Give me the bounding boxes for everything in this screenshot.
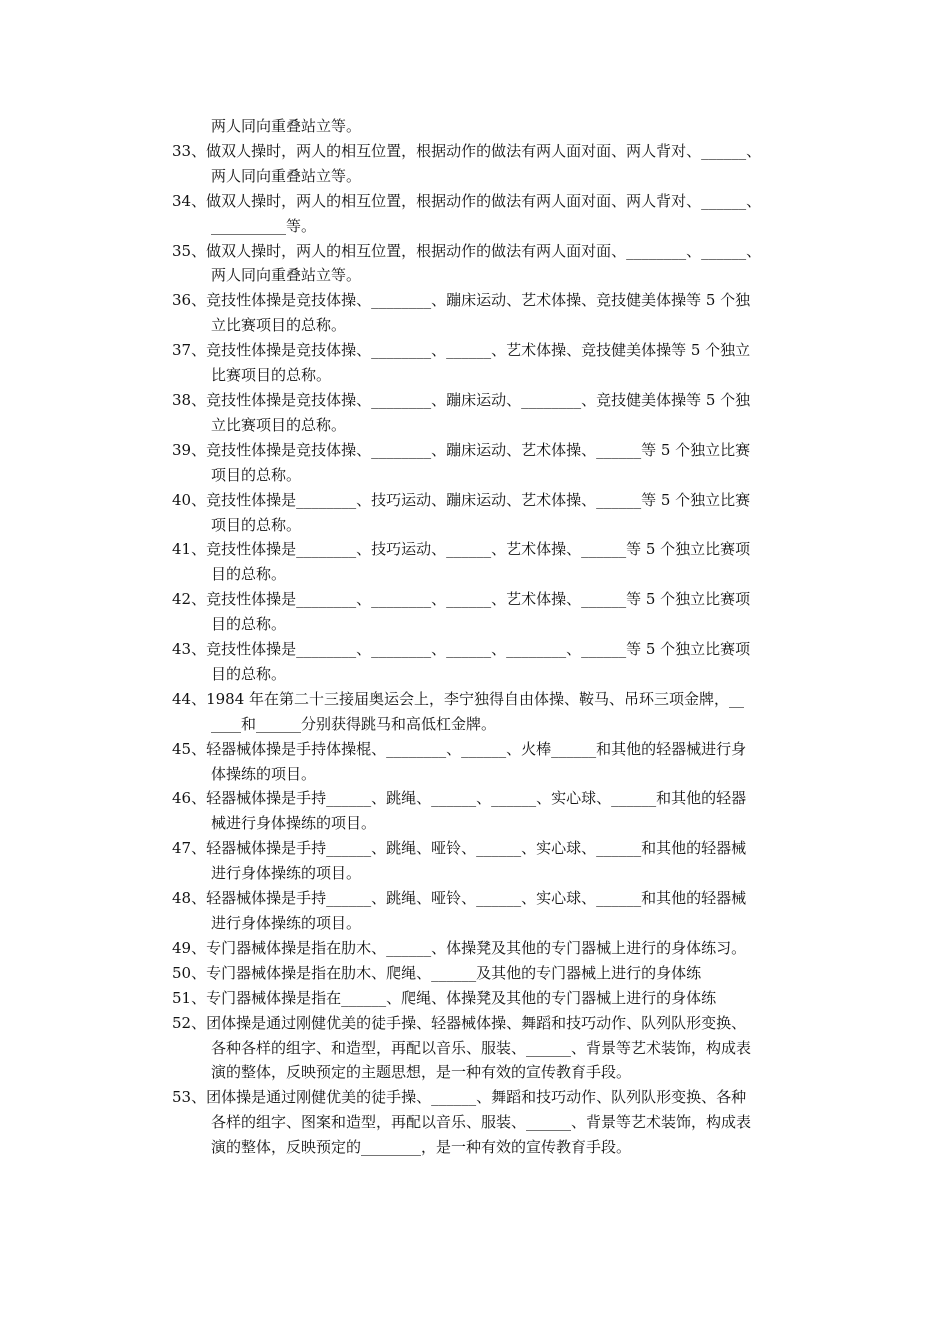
question-text-continuation: 两人同向重叠站立等。 [211, 166, 362, 185]
question-text-continuation: 立比赛项目的总称。 [211, 415, 347, 434]
question-item [172, 1011, 812, 1086]
question-text: 43、竞技性体操是________、________、______、________、______等 5 个独立比赛项 [172, 640, 751, 659]
question-item [172, 438, 812, 488]
question-text-continuation: 进行身体操练的项目。 [211, 914, 362, 932]
question-text: 47、轻器械体操是手持______、跳绳、哑铃、______、实心球、______和其他的轻器械 [172, 839, 747, 858]
question-item [172, 1085, 812, 1160]
question-text: 37、竞技性体操是竞技体操、________、______、艺术体操、竞技健美体操等 5 个独立 [172, 341, 751, 360]
question-text: 53、团体操是通过刚健优美的徒手操、______、舞蹈和技巧动作、队列队形变换、各种 [172, 1088, 747, 1107]
question-text-continuation: 立比赛项目的总称。 [211, 316, 347, 335]
question-text-continuation: 各样的组字、图案和造型，再配以音乐、服装、______、背景等艺术装饰，构成表 [211, 1113, 752, 1132]
question-text: 45、轻器械体操是手持体操棍、________、______、火棒______和其他的轻器械进行身 [172, 739, 747, 758]
question-text-continuation: 项目的总称。 [211, 515, 302, 534]
question-text-continuation: 项目的总称。 [211, 465, 302, 484]
question-text-continuation: 两人同向重叠站立等。 [211, 266, 362, 285]
question-text: 39、竞技性体操是竞技体操、________、蹦床运动、艺术体操、______等 5 个独立比赛 [172, 440, 751, 459]
question-text-continuation: ____和______分别获得跳马和高低杠金牌。 [211, 714, 497, 733]
question-item [172, 737, 812, 787]
question-item [172, 936, 812, 961]
question-item [172, 288, 812, 338]
question-text: 34、做双人操时，两人的相互位置，根据动作的做法有两人面对面、两人背对、______、 [172, 191, 762, 210]
question-text-continuation: 进行身体操练的项目。 [211, 864, 362, 883]
question-text-continuation: 各种各样的组字、和造型，再配以音乐、服装、______、背景等艺术装饰，构成表 [211, 1038, 752, 1057]
question-text: 52、团体操是通过刚健优美的徒手操、轻器械体操、舞蹈和技巧动作、队列队形变换、 [172, 1013, 747, 1032]
question-text: 51、专门器械体操是指在______、爬绳、体操凳及其他的专门器械上进行的身体练 [172, 988, 717, 1007]
question-text-continuation: 械进行身体操练的项目。 [211, 814, 377, 833]
question-item [172, 338, 812, 388]
question-item [172, 587, 812, 637]
question-text: 36、竞技性体操是竞技体操、________、蹦床运动、艺术体操、竞技健美体操等 5 个独 [172, 291, 751, 310]
question-text-continuation: 体操练的项目。 [211, 764, 317, 783]
question-text-continuation: 目的总称。 [211, 615, 287, 634]
question-text: 48、轻器械体操是手持______、跳绳、哑铃、______、实心球、______和其他的轻器械 [172, 889, 747, 908]
question-item [172, 388, 812, 438]
question-item [172, 139, 812, 189]
question-text-continuation: 目的总称。 [211, 565, 287, 584]
question-text-continuation: 比赛项目的总称。 [211, 366, 332, 385]
question-text: 33、做双人操时，两人的相互位置，根据动作的做法有两人面对面、两人背对、______、 [172, 141, 762, 160]
question-item [172, 537, 812, 587]
question-item [172, 239, 812, 289]
question-item [172, 488, 812, 538]
question-item [172, 786, 812, 836]
question-item [172, 886, 812, 936]
question-item [172, 986, 812, 1011]
question-item [172, 189, 812, 239]
question-text: 42、竞技性体操是________、________、______、艺术体操、______等 5 个独立比赛项 [172, 590, 751, 609]
question-text-continuation: __________等。 [211, 216, 317, 235]
question-item [172, 687, 812, 737]
question-text: 38、竞技性体操是竞技体操、________、蹦床运动、________、竞技健美体操等 5 个独 [172, 390, 751, 409]
question-text-continuation: 演的整体，反映预定的主题思想，是一种有效的宣传教育手段。 [211, 1063, 632, 1082]
question-text: 46、轻器械体操是手持______、跳绳、______、______、实心球、______和其他的轻器 [172, 789, 747, 808]
question-text: 40、竞技性体操是________、技巧运动、蹦床运动、艺术体操、______等 5 个独立比赛 [172, 490, 751, 509]
question-text-continuation: 目的总称。 [211, 664, 287, 683]
question-text: 35、做双人操时，两人的相互位置，根据动作的做法有两人面对面、________、______、 [172, 241, 762, 260]
document-body [172, 114, 812, 1160]
question-text: 44、1984 年在第二十三接届奥运会上，李宁独得自由体操、鞍马、吊环三项金牌，__ [172, 689, 745, 708]
question-item [172, 637, 812, 687]
continuation-line: 两人同向重叠站立等。 [211, 117, 362, 135]
question-text: 50、专门器械体操是指在肋木、爬绳、______及其他的专门器械上进行的身体练 [172, 963, 702, 982]
question-item [172, 836, 812, 886]
question-text-continuation: 演的整体，反映预定的________，是一种有效的宣传教育手段。 [211, 1138, 632, 1157]
question-item [172, 961, 812, 986]
question-text: 41、竞技性体操是________、技巧运动、______、艺术体操、______等 5 个独立比赛项 [172, 540, 751, 559]
question-list [172, 139, 812, 1160]
question-text: 49、专门器械体操是指在肋木、______、体操凳及其他的专门器械上进行的身体练习。 [172, 938, 747, 957]
